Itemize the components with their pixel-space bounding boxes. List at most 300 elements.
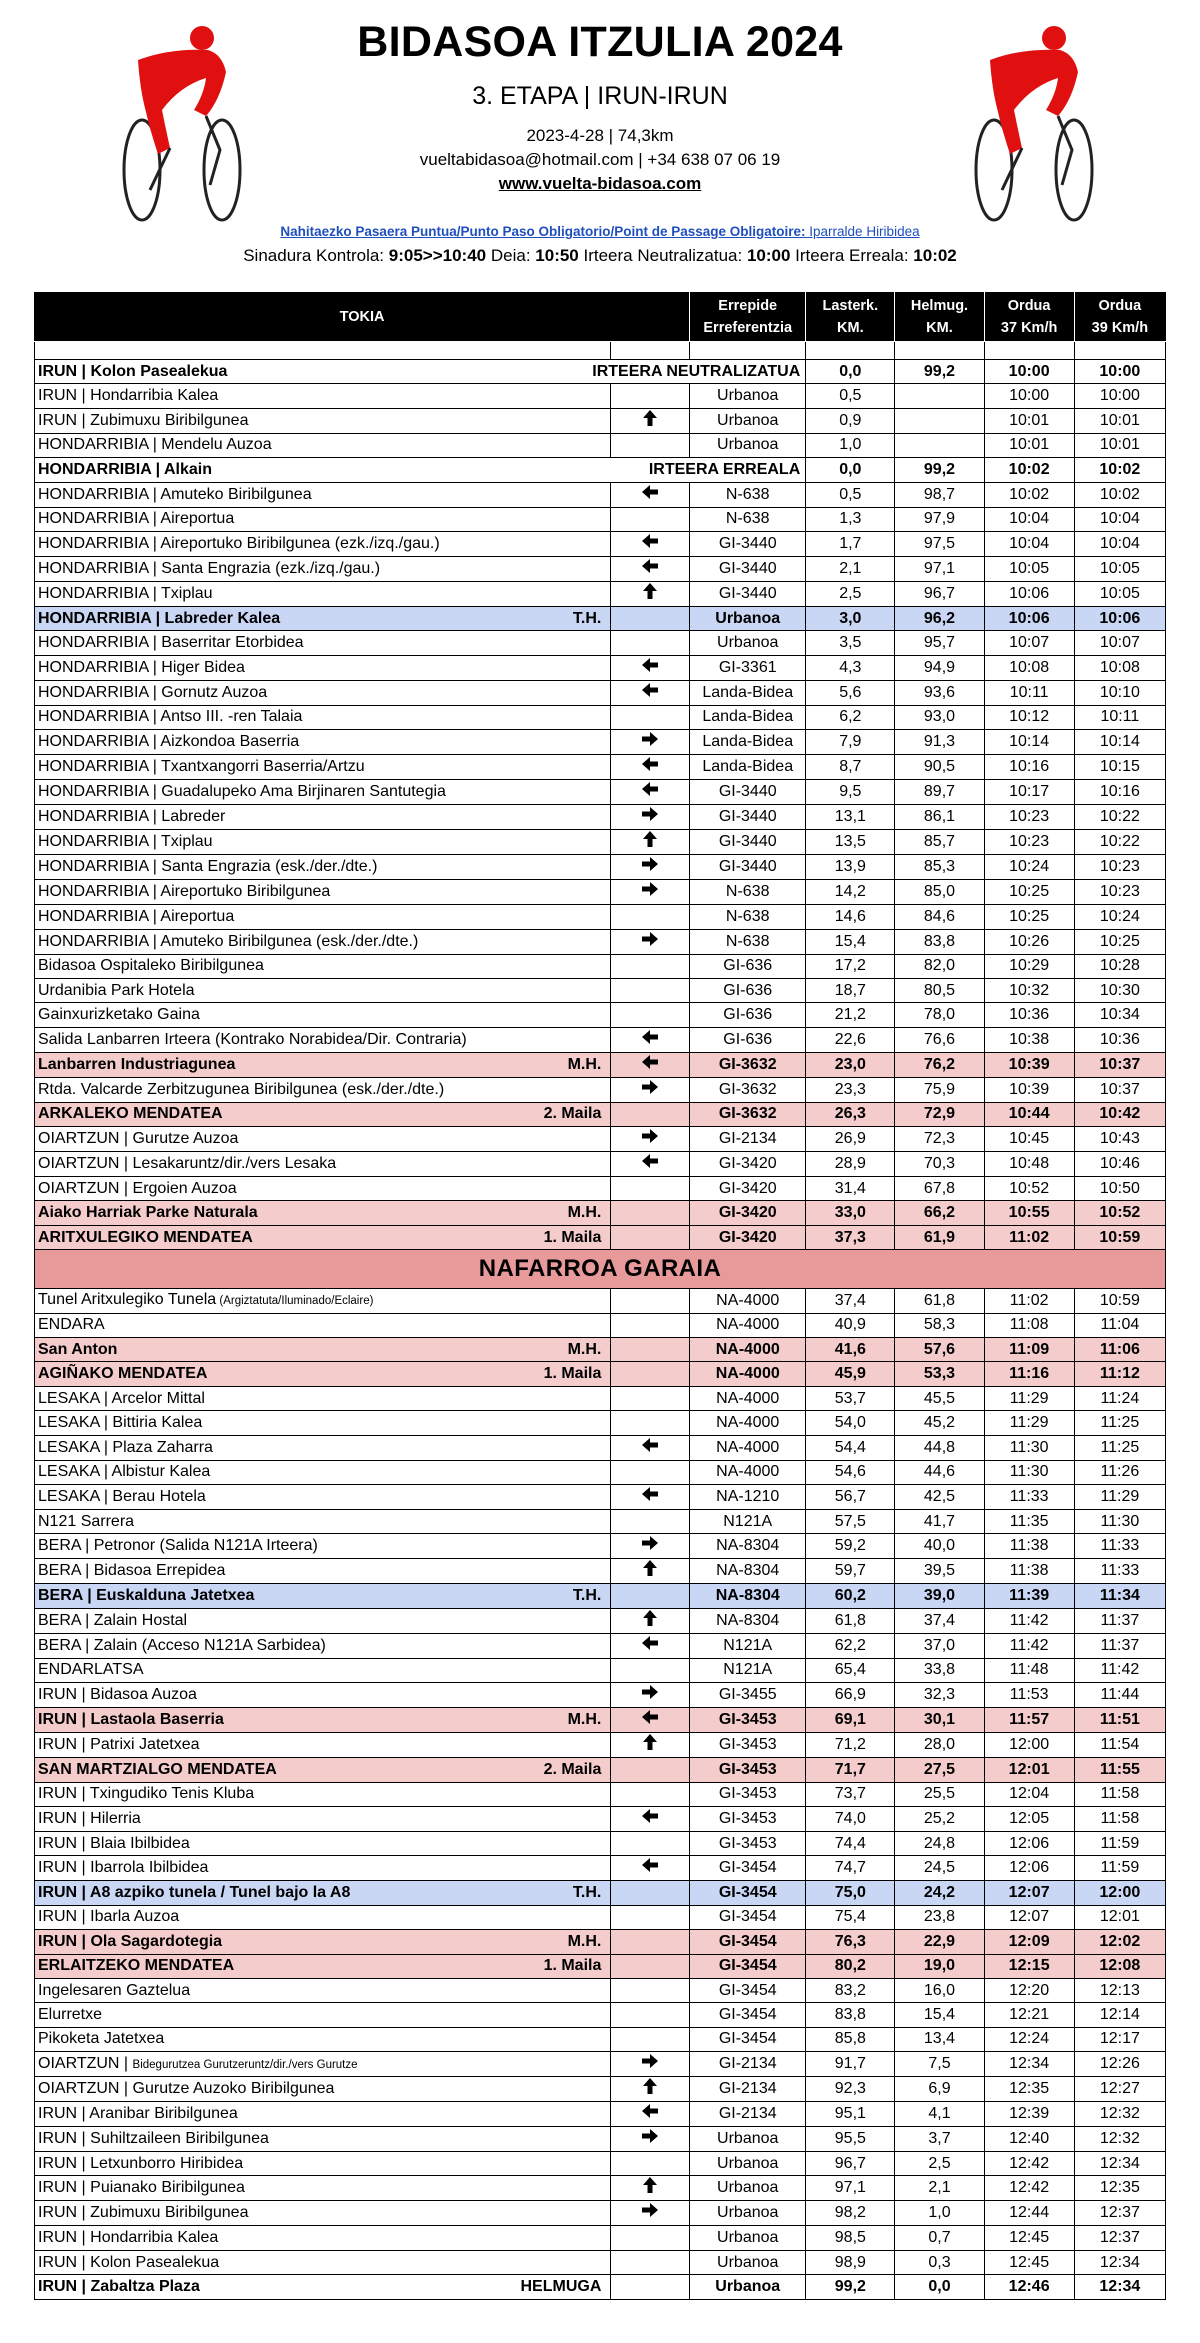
finish-km-cell: 72,3 — [895, 1127, 984, 1152]
road-cell: N-638 — [690, 482, 806, 507]
race-km-cell: 0,0 — [806, 360, 895, 384]
location-note: T.H. — [572, 1884, 602, 1902]
race-km-cell: 22,6 — [806, 1027, 895, 1052]
location-name: HONDARRIBIA | Santa Engrazia (esk./der./dte.) — [38, 858, 378, 876]
time-39-cell: 11:29 — [1074, 1484, 1165, 1509]
time-37-cell: 10:01 — [984, 408, 1074, 433]
road-cell: GI-2134 — [690, 2077, 806, 2102]
road-cell: N121A — [690, 1658, 806, 1682]
location-cell — [35, 2176, 611, 2201]
time-39-cell: 12:35 — [1074, 2176, 1165, 2201]
location-name: IRUN | Kolon Pasealekua — [38, 362, 228, 380]
direction-cell — [611, 2201, 690, 2226]
road-cell: Urbanoa — [690, 2201, 806, 2226]
direction-cell — [611, 755, 690, 780]
table-row — [35, 2250, 1166, 2274]
left-arrow-icon — [641, 681, 659, 699]
table-row — [35, 680, 1166, 705]
table-row — [35, 780, 1166, 805]
location-note: 1. Maila — [543, 1228, 602, 1246]
time-39-cell: 11:58 — [1074, 1782, 1165, 1806]
table-row — [35, 880, 1166, 905]
time-39-cell: 11:04 — [1074, 1313, 1165, 1337]
location-name: IRUN | Aranibar Biribilgunea — [38, 2105, 238, 2123]
time-37-cell: 10:48 — [984, 1152, 1074, 1177]
location-cell — [35, 360, 806, 384]
time-37-cell: 10:02 — [984, 482, 1074, 507]
location-name: BERA | Zalain Hostal — [38, 1611, 188, 1629]
time-37-cell: 10:24 — [984, 855, 1074, 880]
right-arrow-icon — [641, 855, 659, 873]
time-37-cell: 12:07 — [984, 1881, 1074, 1905]
time-37-cell: 12:39 — [984, 2102, 1074, 2127]
location-cell — [35, 2077, 611, 2102]
location-cell — [35, 929, 611, 954]
time-37-cell: 11:38 — [984, 1559, 1074, 1584]
time-39-cell: 10:02 — [1074, 482, 1165, 507]
finish-km-cell: 97,9 — [895, 507, 984, 531]
race-km-cell: 18,7 — [806, 978, 895, 1002]
location-cell — [35, 978, 611, 1002]
table-body — [35, 342, 1166, 2300]
location-name: Bidasoa Ospitaleko Biribilgunea — [38, 957, 264, 975]
road-cell: NA-4000 — [690, 1460, 806, 1484]
location-cell — [35, 1806, 611, 1831]
left-arrow-icon — [641, 557, 659, 575]
direction-cell — [611, 2275, 690, 2299]
table-row — [35, 433, 1166, 457]
table-row — [35, 1683, 1166, 1708]
road-cell: GI-3455 — [690, 1683, 806, 1708]
road-cell: GI-2134 — [690, 2052, 806, 2077]
location-cell — [35, 433, 611, 457]
table-row — [35, 1411, 1166, 1435]
table-row — [35, 2275, 1166, 2299]
finish-km-cell: 23,8 — [895, 1905, 984, 1929]
time-37-cell: 12:15 — [984, 1954, 1074, 1978]
time-39-cell: 11:42 — [1074, 1658, 1165, 1682]
time-37-cell: 10:16 — [984, 755, 1074, 780]
finish-km-cell — [895, 408, 984, 433]
road-cell: GI-3632 — [690, 1077, 806, 1102]
direction-cell — [611, 1127, 690, 1152]
time-37-cell: 11:38 — [984, 1534, 1074, 1559]
road-cell: GI-3440 — [690, 556, 806, 581]
location-name: HONDARRIBIA | Baserritar Etorbidea — [38, 634, 304, 652]
left-arrow-icon — [641, 1807, 659, 1825]
table-row — [35, 1177, 1166, 1201]
finish-km-cell: 0,3 — [895, 2250, 984, 2274]
direction-cell — [611, 2176, 690, 2201]
road-cell: NA-8304 — [690, 1608, 806, 1633]
race-km-cell: 4,3 — [806, 655, 895, 680]
direction-cell — [611, 384, 690, 408]
road-cell: GI-3440 — [690, 855, 806, 880]
direction-cell — [611, 1102, 690, 1126]
time-37-cell: 12:04 — [984, 1782, 1074, 1806]
table-row — [35, 1201, 1166, 1225]
road-cell: N-638 — [690, 929, 806, 954]
location-name: HONDARRIBIA | Txiplau — [38, 833, 213, 851]
finish-km-cell: 93,6 — [895, 680, 984, 705]
road-cell: GI-3440 — [690, 780, 806, 805]
location-name: IRUN | Letxunborro Hiribidea — [38, 2154, 244, 2172]
location-name: HONDARRIBIA | Higer Bidea — [38, 658, 245, 676]
finish-km-cell: 70,3 — [895, 1152, 984, 1177]
location-note: IRTEERA ERREALA — [648, 460, 801, 478]
time-39-cell: 12:02 — [1074, 1930, 1165, 1954]
direction-cell — [611, 1584, 690, 1608]
table-row — [35, 556, 1166, 581]
location-cell — [35, 2102, 611, 2127]
location-cell — [35, 1077, 611, 1102]
race-km-cell: 98,9 — [806, 2250, 895, 2274]
table-row — [35, 1362, 1166, 1386]
table-row — [35, 2102, 1166, 2127]
location-cell — [35, 2152, 611, 2176]
time-37-cell: 10:02 — [984, 458, 1074, 482]
time-37-cell: 10:06 — [984, 606, 1074, 630]
time-37-cell: 10:17 — [984, 780, 1074, 805]
finish-km-cell: 27,5 — [895, 1758, 984, 1782]
time-37-cell: 12:09 — [984, 1930, 1074, 1954]
time-37-cell: 12:07 — [984, 1905, 1074, 1929]
location-name: Lanbarren Industriagunea — [38, 1055, 236, 1073]
table-row — [35, 905, 1166, 929]
finish-km-cell: 76,6 — [895, 1027, 984, 1052]
race-km-cell: 99,2 — [806, 2275, 895, 2299]
finish-km-cell: 37,4 — [895, 1608, 984, 1633]
location-name: IRUN | Suhiltzaileen Biribilgunea — [38, 2130, 269, 2148]
finish-km-cell: 4,1 — [895, 2102, 984, 2127]
direction-cell — [611, 2077, 690, 2102]
direction-cell — [611, 1930, 690, 1954]
time-39-cell: 10:05 — [1074, 581, 1165, 606]
table-row — [35, 507, 1166, 531]
location-name: ERLAITZEKO MENDATEA — [38, 1957, 235, 1975]
table-row — [35, 1338, 1166, 1362]
location-note: M.H. — [567, 1204, 602, 1222]
finish-km-cell: 24,2 — [895, 1881, 984, 1905]
race-km-cell: 61,8 — [806, 1608, 895, 1633]
table-row — [35, 458, 1166, 482]
time-37-cell: 10:29 — [984, 954, 1074, 978]
race-km-cell: 31,4 — [806, 1177, 895, 1201]
location-note: M.H. — [567, 1932, 602, 1950]
road-cell: NA-4000 — [690, 1338, 806, 1362]
neutral-start-time: 10:00 — [746, 246, 791, 265]
road-cell: Urbanoa — [690, 2226, 806, 2250]
road-cell: GI-3453 — [690, 1782, 806, 1806]
finish-km-cell: 28,0 — [895, 1733, 984, 1758]
location-cell — [35, 1633, 611, 1658]
location-cell — [35, 1177, 611, 1201]
header-time-37: Ordua 37 Km/h — [984, 293, 1074, 342]
race-km-cell: 2,1 — [806, 556, 895, 581]
table-row — [35, 1386, 1166, 1410]
table-row — [35, 2052, 1166, 2077]
location-name: Elurretxe — [38, 2005, 103, 2023]
table-row — [35, 755, 1166, 780]
table-row — [35, 1905, 1166, 1929]
finish-km-cell: 24,5 — [895, 1856, 984, 1881]
location-cell — [35, 1362, 611, 1386]
finish-km-cell — [895, 433, 984, 457]
road-cell: GI-3454 — [690, 2003, 806, 2027]
road-cell: GI-3454 — [690, 1856, 806, 1881]
finish-km-cell: 2,1 — [895, 2176, 984, 2201]
location-name: LESAKA | Plaza Zaharra — [38, 1438, 213, 1456]
race-km-cell: 83,8 — [806, 2003, 895, 2027]
finish-km-cell: 25,2 — [895, 1806, 984, 1831]
time-37-cell: 11:29 — [984, 1386, 1074, 1410]
location-cell — [35, 507, 611, 531]
direction-cell — [611, 1881, 690, 1905]
location-cell — [35, 1905, 611, 1929]
location-name: HONDARRIBIA | Labreder Kalea — [38, 609, 281, 627]
road-cell: NA-4000 — [690, 1313, 806, 1337]
time-39-cell: 11:06 — [1074, 1338, 1165, 1362]
itinerary-table — [34, 292, 1166, 2300]
table-row — [35, 2027, 1166, 2051]
finish-km-cell: 0,0 — [895, 2275, 984, 2299]
finish-km-cell: 61,9 — [895, 1225, 984, 1249]
direction-cell — [611, 1856, 690, 1881]
location-name: OIARTZUN | Bidegurutzea Gurutzeruntz/dir./vers Gurutze — [38, 2054, 358, 2072]
location-detail: (Argiztatuta/Iluminado/Eclaire) — [216, 1295, 374, 1308]
time-37-cell: 12:46 — [984, 2275, 1074, 2299]
section-header-nafarroa — [35, 1250, 1166, 1289]
table-row — [35, 1484, 1166, 1509]
race-km-cell: 0,5 — [806, 384, 895, 408]
direction-cell — [611, 507, 690, 531]
road-cell: NA-4000 — [690, 1362, 806, 1386]
location-name: N121 Sarrera — [38, 1512, 135, 1530]
road-cell: GI-3420 — [690, 1152, 806, 1177]
road-cell: GI-3361 — [690, 655, 806, 680]
direction-cell — [611, 1484, 690, 1509]
race-km-cell: 1,3 — [806, 507, 895, 531]
time-37-cell: 10:25 — [984, 905, 1074, 929]
finish-km-cell: 13,4 — [895, 2027, 984, 2051]
road-cell: GI-3632 — [690, 1052, 806, 1077]
direction-cell — [611, 1978, 690, 2002]
location-cell — [35, 1683, 611, 1708]
finish-km-cell: 85,3 — [895, 855, 984, 880]
location-cell — [35, 384, 611, 408]
time-37-cell: 12:00 — [984, 1733, 1074, 1758]
pasaera-line[interactable] — [0, 224, 1200, 239]
website-link[interactable]: www.vuelta-bidasoa.com — [498, 174, 702, 193]
time-39-cell: 10:00 — [1074, 360, 1165, 384]
location-cell — [35, 1978, 611, 2002]
left-arrow-icon — [641, 1053, 659, 1071]
location-note: 2. Maila — [543, 1760, 602, 1778]
table-row — [35, 1658, 1166, 1682]
time-37-cell: 11:30 — [984, 1435, 1074, 1460]
time-37-cell: 12:06 — [984, 1856, 1074, 1881]
header-road: Errepide Erreferentzia — [690, 293, 806, 342]
location-cell — [35, 1954, 611, 1978]
direction-cell — [611, 1633, 690, 1658]
left-arrow-icon — [641, 2102, 659, 2120]
race-km-cell: 3,5 — [806, 631, 895, 655]
time-39-cell: 12:32 — [1074, 2127, 1165, 2152]
finish-km-cell: 1,0 — [895, 2201, 984, 2226]
road-cell: GI-3632 — [690, 1102, 806, 1126]
table-row — [35, 1077, 1166, 1102]
direction-cell — [611, 1658, 690, 1682]
location-name: IRUN | Hondarribia Kalea — [38, 2229, 219, 2247]
time-39-cell: 12:37 — [1074, 2226, 1165, 2250]
right-arrow-icon — [641, 2127, 659, 2145]
section-title: NAFARROA GARAIA — [35, 1250, 1166, 1289]
road-cell: GI-3454 — [690, 2027, 806, 2051]
time-39-cell: 10:46 — [1074, 1152, 1165, 1177]
location-cell — [35, 1027, 611, 1052]
location-name: ARITXULEGIKO MENDATEA — [38, 1228, 253, 1246]
road-cell: GI-3453 — [690, 1733, 806, 1758]
time-37-cell: 11:02 — [984, 1225, 1074, 1249]
finish-km-cell: 61,8 — [895, 1289, 984, 1313]
race-km-cell: 69,1 — [806, 1708, 895, 1733]
location-name: HONDARRIBIA | Amuteko Biribilgunea — [38, 485, 312, 503]
location-cell — [35, 1881, 611, 1905]
table-row — [35, 1608, 1166, 1633]
road-cell: Urbanoa — [690, 2250, 806, 2274]
finish-km-cell: 97,1 — [895, 556, 984, 581]
table-row — [35, 705, 1166, 729]
header-finish-km: Helmug. KM. — [895, 293, 984, 342]
race-km-cell: 9,5 — [806, 780, 895, 805]
time-39-cell: 11:44 — [1074, 1683, 1165, 1708]
location-name: HONDARRIBIA | Txantxangorri Baserria/Artzu — [38, 758, 365, 776]
right-arrow-icon — [641, 880, 659, 898]
time-39-cell: 10:50 — [1074, 1177, 1165, 1201]
finish-km-cell: 2,5 — [895, 2152, 984, 2176]
signature-label: Sinadura Kontrola: — [243, 246, 389, 265]
race-km-cell: 33,0 — [806, 1201, 895, 1225]
road-cell: NA-8304 — [690, 1534, 806, 1559]
direction-cell — [611, 2102, 690, 2127]
up-arrow-icon — [641, 582, 659, 600]
table-row — [35, 631, 1166, 655]
left-arrow-icon — [641, 1485, 659, 1503]
table-row — [35, 1027, 1166, 1052]
road-cell: GI-2134 — [690, 2102, 806, 2127]
left-arrow-icon — [641, 532, 659, 550]
direction-cell — [611, 1708, 690, 1733]
table-row — [35, 1127, 1166, 1152]
road-cell: NA-4000 — [690, 1289, 806, 1313]
direction-cell — [611, 1003, 690, 1027]
left-arrow-icon — [641, 483, 659, 501]
road-cell: GI-3454 — [690, 1954, 806, 1978]
right-arrow-icon — [641, 805, 659, 823]
direction-cell — [611, 1460, 690, 1484]
location-cell — [35, 2003, 611, 2027]
left-arrow-icon — [641, 656, 659, 674]
up-arrow-icon — [641, 1559, 659, 1577]
location-cell — [35, 482, 611, 507]
finish-km-cell — [895, 384, 984, 408]
location-name: OIARTZUN | Lesakaruntz/dir./vers Lesaka — [38, 1155, 337, 1173]
direction-cell — [611, 581, 690, 606]
up-arrow-icon — [641, 1733, 659, 1751]
finish-km-cell: 3,7 — [895, 2127, 984, 2152]
time-39-cell: 12:37 — [1074, 2201, 1165, 2226]
direction-cell — [611, 905, 690, 929]
time-39-cell: 10:42 — [1074, 1102, 1165, 1126]
race-km-cell: 54,0 — [806, 1411, 895, 1435]
finish-km-cell: 89,7 — [895, 780, 984, 805]
table-row — [35, 581, 1166, 606]
control-times — [0, 246, 1200, 266]
finish-km-cell: 6,9 — [895, 2077, 984, 2102]
up-arrow-icon — [641, 2176, 659, 2194]
table-row — [35, 1534, 1166, 1559]
location-cell — [35, 2201, 611, 2226]
time-39-cell: 10:15 — [1074, 755, 1165, 780]
finish-km-cell: 66,2 — [895, 1201, 984, 1225]
table-row — [35, 1708, 1166, 1733]
location-name: HONDARRIBIA | Aizkondoa Baserria — [38, 733, 300, 751]
finish-km-cell: 39,0 — [895, 1584, 984, 1608]
finish-km-cell: 93,0 — [895, 705, 984, 729]
time-37-cell: 12:40 — [984, 2127, 1074, 2152]
time-37-cell: 10:55 — [984, 1201, 1074, 1225]
table-row — [35, 1782, 1166, 1806]
spacer-row — [35, 342, 1166, 360]
location-cell — [35, 606, 611, 630]
table-row — [35, 2003, 1166, 2027]
left-arrow-icon — [641, 1856, 659, 1874]
race-km-cell: 74,0 — [806, 1806, 895, 1831]
location-cell — [35, 458, 806, 482]
time-37-cell: 10:39 — [984, 1052, 1074, 1077]
finish-km-cell: 39,5 — [895, 1559, 984, 1584]
time-39-cell: 11:33 — [1074, 1534, 1165, 1559]
location-name: IRUN | Ibarla Auzoa — [38, 1908, 180, 1926]
location-cell — [35, 1289, 611, 1313]
race-km-cell: 98,2 — [806, 2201, 895, 2226]
table-row — [35, 1460, 1166, 1484]
location-name: LESAKA | Berau Hotela — [38, 1487, 206, 1505]
finish-km-cell: 45,2 — [895, 1411, 984, 1435]
road-cell: GI-636 — [690, 978, 806, 1002]
location-cell — [35, 2250, 611, 2274]
time-37-cell: 11:39 — [984, 1584, 1074, 1608]
finish-km-cell: 16,0 — [895, 1978, 984, 2002]
location-cell — [35, 1313, 611, 1337]
road-cell: GI-3454 — [690, 1978, 806, 2002]
finish-km-cell: 86,1 — [895, 805, 984, 830]
time-39-cell: 10:52 — [1074, 1201, 1165, 1225]
finish-km-cell: 72,9 — [895, 1102, 984, 1126]
time-39-cell: 12:13 — [1074, 1978, 1165, 2002]
time-39-cell: 10:43 — [1074, 1127, 1165, 1152]
table-row — [35, 482, 1166, 507]
road-cell: NA-4000 — [690, 1411, 806, 1435]
race-km-cell: 65,4 — [806, 1658, 895, 1682]
header-time-39: Ordua 39 Km/h — [1074, 293, 1165, 342]
finish-km-cell: 32,3 — [895, 1683, 984, 1708]
table-row — [35, 1003, 1166, 1027]
time-39-cell: 12:32 — [1074, 2102, 1165, 2127]
road-cell: N-638 — [690, 507, 806, 531]
table-row — [35, 2152, 1166, 2176]
direction-cell — [611, 929, 690, 954]
